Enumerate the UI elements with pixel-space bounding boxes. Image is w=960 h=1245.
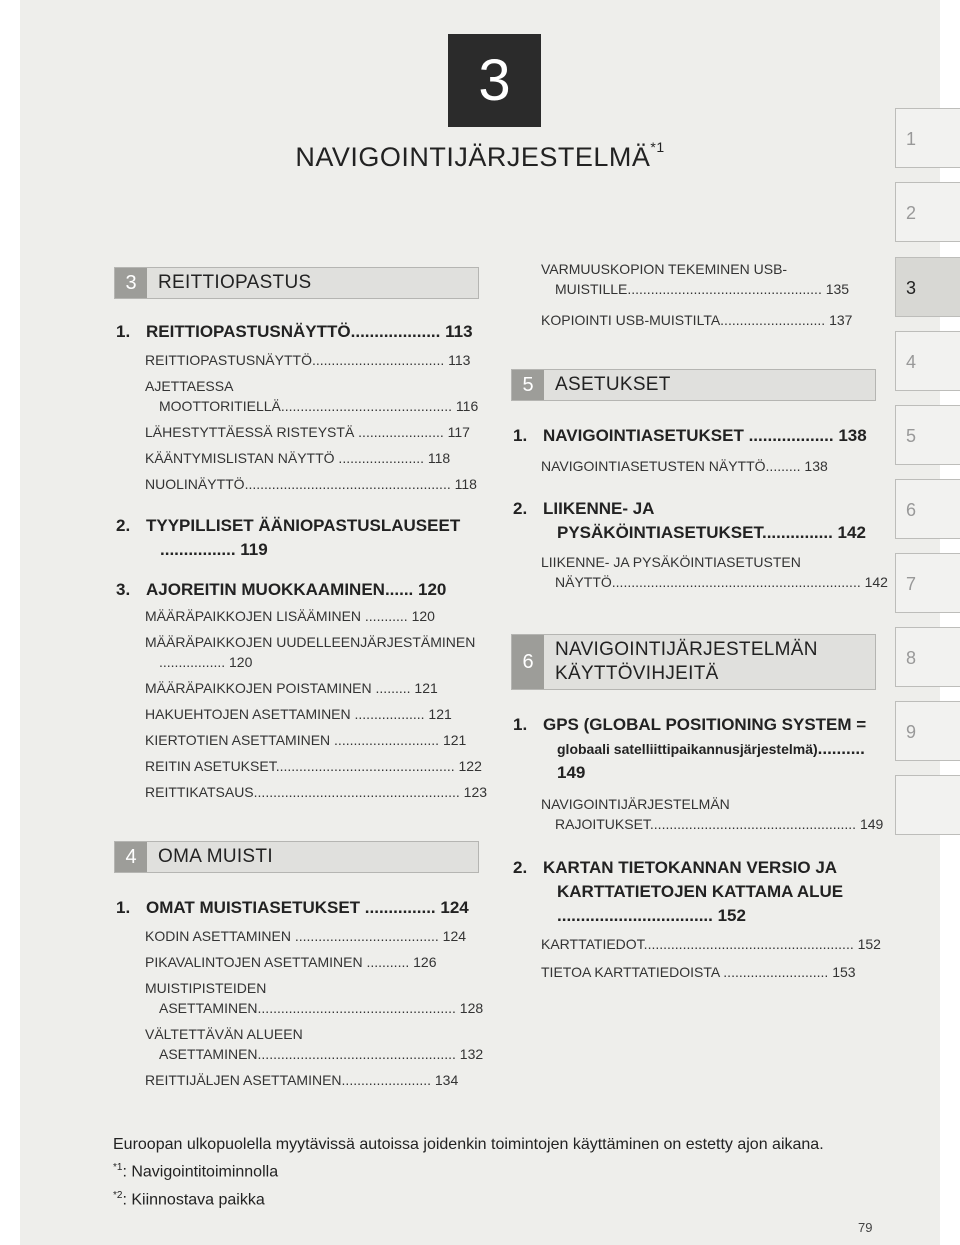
- toc-entry-title: KARTAN TIETOKANNAN VERSIO JA KARTTATIETOJEN KATTAMA ALUE ................................. 152: [543, 858, 844, 925]
- toc-entry-omat-muistiasetukset[interactable]: [116, 896, 479, 922]
- footer-note: Euroopan ulkopuolella myytävissä autoissa joidenkin toimintojen käyttäminen on estetty ajon aikana.: [113, 1136, 824, 1153]
- toc-subentry[interactable]: TIETOA KARTTATIEDOISTA ........................... 153: [541, 964, 856, 980]
- toc-subentry[interactable]: KOPIOINTI USB-MUISTILTA........................... 137: [541, 312, 853, 328]
- toc-entry-number: 2.: [513, 499, 528, 518]
- toc-subentry[interactable]: PIKAVALINTOJEN ASETTAMINEN ........... 126: [145, 954, 437, 970]
- footnote-2: $^{*2}$: Kiinnostava paikka: [113, 1190, 265, 1209]
- toc-subentry[interactable]: LÄHESTYTTÄESSÄ RISTEYSTÄ ...................... 117: [145, 424, 470, 440]
- toc-subentry[interactable]: MÄÄRÄPAIKKOJEN POISTAMINEN ......... 121: [145, 680, 438, 696]
- toc-subentry[interactable]: VARMUUSKOPION TEKEMINEN USB-MUISTILLE.................................................. 135: [541, 261, 850, 297]
- section-number: 4: [115, 842, 147, 872]
- toc-subentry[interactable]: MUISTIPISTEIDEN ASETTAMINEN................................................... 128: [145, 980, 484, 1016]
- toc-entry-title: LIIKENNE- JA PYSÄKÖINTIASETUKSET............... 142: [543, 499, 866, 542]
- page-number: 79: [858, 1220, 873, 1235]
- toc-subentry[interactable]: HAKUEHTOJEN ASETTAMINEN .................. 121: [145, 706, 452, 722]
- chapter-tab-5[interactable]: 5: [895, 405, 960, 465]
- toc-entry-number: 3.: [116, 580, 131, 599]
- section-title: NAVIGOINTIJÄRJESTELMÄN KÄYTTÖVIHJEITÄ: [555, 639, 818, 684]
- toc-subentry[interactable]: REITTIKATSAUS..................................................... 123: [145, 784, 488, 800]
- toc-entry-number: 1.: [116, 898, 131, 917]
- chapter-number-box: 3: [448, 34, 541, 127]
- chapter-tab-1[interactable]: 1: [895, 108, 960, 168]
- toc-entry-title: NAVIGOINTIASETUKSET .................. 138: [543, 426, 867, 445]
- section-number: 6: [512, 635, 544, 689]
- section-title: ASETUKSET: [555, 374, 671, 395]
- section-header-kayttovihjeita[interactable]: [511, 634, 876, 690]
- toc-subentry[interactable]: NUOLINÄYTTÖ..................................................... 118: [145, 476, 477, 492]
- chapter-tab-4[interactable]: 4: [895, 331, 960, 391]
- toc-subentry[interactable]: MÄÄRÄPAIKKOJEN LISÄÄMINEN ........... 120: [145, 608, 435, 624]
- toc-entry-reittiopastusnaytto[interactable]: [116, 320, 479, 346]
- toc-subentry[interactable]: AJETTAESSA MOOTTORITIELLÄ............................................ 116: [145, 378, 479, 414]
- toc-subentry[interactable]: KODIN ASETTAMINEN ..................................... 124: [145, 928, 467, 944]
- toc-subentry[interactable]: KÄÄNTYMISLISTAN NÄYTTÖ ...................... 118: [145, 450, 451, 466]
- toc-entry-gps[interactable]: [513, 713, 876, 789]
- toc-entry-number: 2.: [116, 516, 131, 535]
- toc-entry-number: 1.: [513, 426, 528, 445]
- chapter-tab-6[interactable]: 6: [895, 479, 960, 539]
- toc-entry-ajoreitin-muokkaaminen[interactable]: [116, 578, 479, 604]
- toc-subentry[interactable]: NAVIGOINTIJÄRJESTELMÄN RAJOITUKSET..................................................... 149: [541, 796, 884, 832]
- toc-subentry[interactable]: MÄÄRÄPAIKKOJEN UUDELLEENJÄRJESTÄMINEN ................. 120: [145, 634, 476, 670]
- toc-entry-number: 2.: [513, 858, 528, 877]
- chapter-tab-2[interactable]: 2: [895, 182, 960, 242]
- toc-entry-title: GPS (GLOBAL POSITIONING SYSTEM = globaali satelliittipaikannusjärjestelmä).......... 149: [543, 715, 867, 782]
- toc-entry-navigointiasetukset[interactable]: [513, 424, 876, 450]
- toc-entry-number: 1.: [513, 715, 528, 734]
- toc-entry-kartan-tietokannan-versio[interactable]: [513, 856, 876, 932]
- toc-subentry[interactable]: REITTIOPASTUSNÄYTTÖ.................................. 113: [145, 352, 471, 368]
- section-title: REITTIOPASTUS: [158, 272, 312, 293]
- toc-subentry[interactable]: VÄLTETTÄVÄN ALUEEN ASETTAMINEN................................................... 132: [145, 1026, 484, 1062]
- toc-subentry[interactable]: NAVIGOINTIASETUSTEN NÄYTTÖ......... 138: [541, 458, 828, 474]
- toc-entry-title: TYYPILLISET ÄÄNIOPASTUSLAUSEET ................ 119: [146, 516, 461, 559]
- section-header-oma-muisti[interactable]: [114, 841, 479, 873]
- toc-subentry[interactable]: LIIKENNE- JA PYSÄKÖINTIASETUSTEN NÄYTTÖ................................................................ 142: [541, 554, 888, 590]
- toc-subentry[interactable]: KIERTOTIEN ASETTAMINEN ........................... 121: [145, 732, 467, 748]
- toc-entry-title: REITTIOPASTUSNÄYTTÖ................... 113: [146, 322, 473, 341]
- section-number: 5: [512, 370, 544, 400]
- toc-entry-title: OMAT MUISTIASETUKSET ............... 124: [146, 898, 469, 917]
- chapter-tab-7[interactable]: 7: [895, 553, 960, 613]
- chapter-tab-9[interactable]: 9: [895, 701, 960, 761]
- toc-entry-tyypilliset[interactable]: [116, 514, 479, 564]
- section-header-asetukset[interactable]: [511, 369, 876, 401]
- toc-subentry[interactable]: KARTTATIEDOT...................................................... 152: [541, 936, 881, 952]
- section-number: 3: [115, 268, 147, 298]
- chapter-tab-8[interactable]: 8: [895, 627, 960, 687]
- toc-entry-number: 1.: [116, 322, 131, 341]
- toc-entry-liikenne-ja-pysakointi[interactable]: [513, 497, 876, 547]
- toc-subentry[interactable]: REITIN ASETUKSET.............................................. 122: [145, 758, 482, 774]
- toc-subentry[interactable]: REITTIJÄLJEN ASETTAMINEN....................... 134: [145, 1072, 459, 1088]
- section-header-reittiopastus[interactable]: [114, 267, 479, 299]
- footnote-1: $^{*1}$: Navigointitoiminnolla: [113, 1162, 279, 1181]
- section-title: OMA MUISTI: [158, 846, 273, 867]
- chapter-tab-3[interactable]: 3: [895, 257, 960, 317]
- toc-entry-title: AJOREITIN MUOKKAAMINEN...... 120: [146, 580, 447, 599]
- chapter-tab-blank[interactable]: [895, 775, 960, 835]
- page-title: NAVIGOINTIJÄRJESTELMÄ$^{*1}$: [295, 139, 665, 172]
